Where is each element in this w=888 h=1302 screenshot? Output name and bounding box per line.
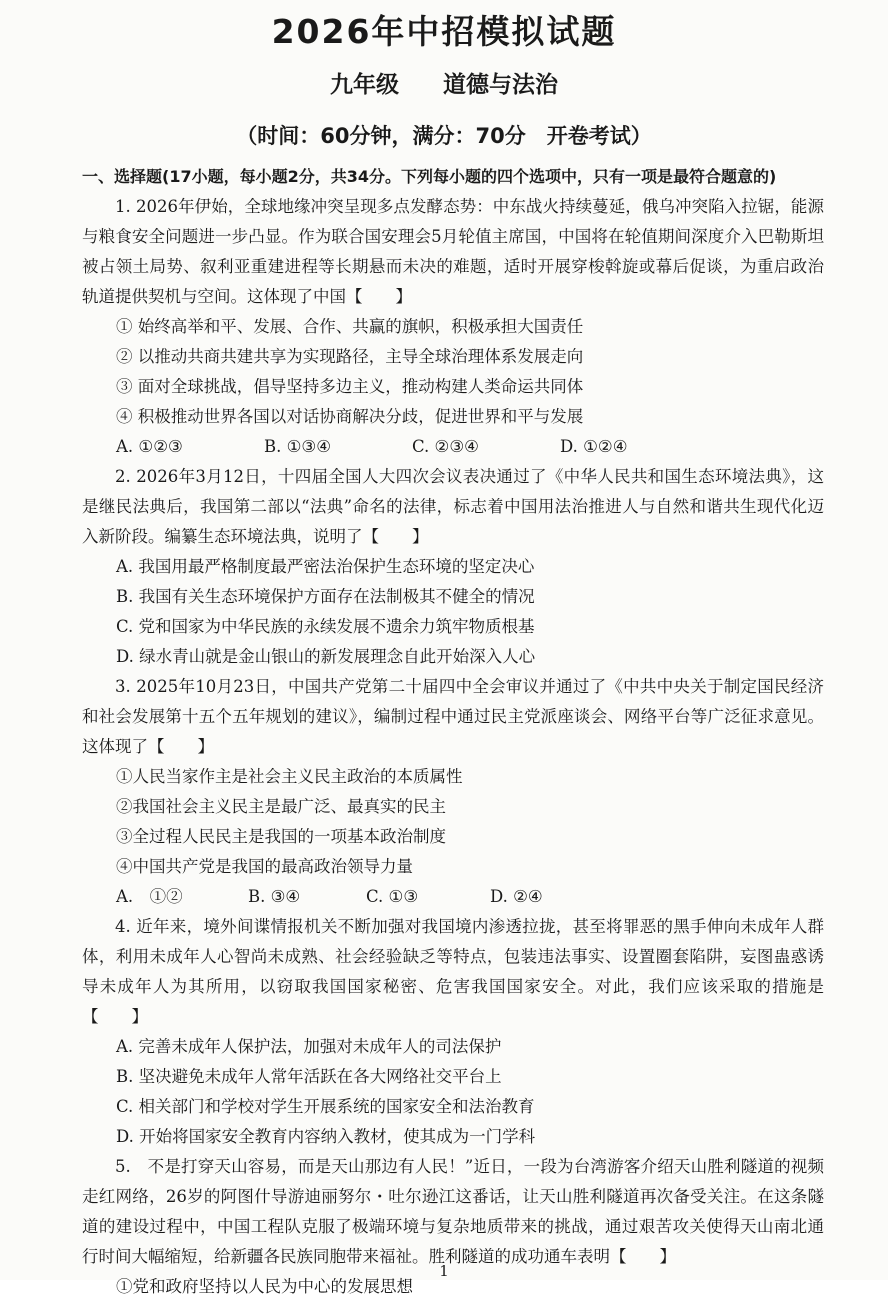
exam-title: 2026年中招模拟试题 (271, 12, 617, 51)
section-heading: 一、选择题(17小题，每小题2分，共34分。下列每小题的四个选项中，只有一项是最符合题意的) (82, 167, 777, 186)
exam-meta: （时间：60分钟，满分：70分 开卷考试） (236, 124, 652, 148)
grade-label: 九年级 (330, 72, 399, 98)
question-3-choice-a: A. ①② (116, 887, 183, 906)
question-1-item-1: ① 始终高举和平、发展、合作、共赢的旗帜，积极承担大国责任 (116, 317, 584, 336)
question-5-item-1: ①党和政府坚持以人民为中心的发展思想 (116, 1277, 413, 1296)
question-3-item-2: ②我国社会主义民主是最广泛、最真实的民主 (116, 797, 446, 816)
exam-body (82, 164, 824, 1302)
subject-label: 道德与法治 (443, 72, 558, 98)
question-3-choice-d: D. ②④ (490, 887, 543, 906)
question-3-choices (82, 882, 824, 912)
question-1-item-2: ② 以推动共商共建共享为实现路径，主导全球治理体系发展走向 (116, 347, 584, 366)
question-2-stem: 2. 2026年3月12日，十四届全国人大四次会议表决通过了《中华人民共和国生态环境法典》，这是继民法典后，我国第二部以“法典”命名的法律，标志着中国用法治推进人与自然和谐共生现代化迈入新阶段。编纂生态环境法典，说明了【 】 (82, 467, 824, 546)
question-4-item-c: C. 相关部门和学校对学生开展系统的国家安全和法治教育 (116, 1097, 535, 1116)
question-3-item-4: ④中国共产党是我国的最高政治领导力量 (116, 857, 413, 876)
question-2-item-d: D. 绿水青山就是金山银山的新发展理念自此开始深入人心 (116, 647, 536, 666)
question-4-item-d: D. 开始将国家安全教育内容纳入教材，使其成为一门学科 (116, 1127, 536, 1146)
question-4-item-b: B. 坚决避免未成年人常年活跃在各大网络社交平台上 (116, 1067, 502, 1086)
question-3-item-3: ③全过程人民民主是我国的一项基本政治制度 (116, 827, 446, 846)
page-number: 1 (439, 1262, 449, 1280)
exam-subtitle (0, 68, 888, 102)
question-1-choice-d: D. ①②④ (560, 437, 628, 456)
question-3-item-1: ①人民当家作主是社会主义民主政治的本质属性 (116, 767, 463, 786)
question-1-choice-b: B. ①③④ (264, 437, 331, 456)
question-3-choice-b: B. ③④ (248, 887, 301, 906)
question-1-choice-c: C. ②③④ (412, 437, 479, 456)
question-1-stem: 1. 2026年伊始，全球地缘冲突呈现多点发酵态势：中东战火持续蔓延，俄乌冲突陷入拉锯，能源与粮食安全问题进一步凸显。作为联合国安理会5月轮值主席国，中国将在轮值期间深度介入巴勒斯坦被占领土局势、叙利亚重建进程等长期悬而未决的难题，适时开展穿梭斡旋或幕后促谈，为重启政治轨道提供契机与空间。这体现了中国【 】 (82, 197, 824, 306)
question-2-item-b: B. 我国有关生态环境保护方面存在法制极其不健全的情况 (116, 587, 535, 606)
question-1-item-4: ④ 积极推动世界各国以对话协商解决分歧，促进世界和平与发展 (116, 407, 584, 426)
question-5-stem: 5. 不是打穿天山容易，而是天山那边有人民！”近日，一段为台湾游客介绍天山胜利隧道的视频走红网络，26岁的阿图什导游迪丽努尔・吐尔逊江这番话，让天山胜利隧道再次备受关注。在这条隧道的建设过程中，中国工程队克服了极端环境与复杂地质带来的挑战，通过艰苦攻关使得天山南北通行时间大幅缩短，给新疆各民族同胞带来福祉。胜利隧道的成功通车表明【 】 (82, 1157, 824, 1266)
question-4-item-a: A. 完善未成年人保护法，加强对未成年人的司法保护 (116, 1037, 502, 1056)
question-1-item-3: ③ 面对全球挑战，倡导坚持多边主义，推动构建人类命运共同体 (116, 377, 584, 396)
question-1-choices (82, 432, 824, 462)
question-4-stem: 4. 近年来，境外间谍情报机关不断加强对我国境内渗透拉拢，甚至将罪恶的黑手伸向未成年人群体，利用未成年人心智尚未成熟、社会经验缺乏等特点，包装违法事实、设置圈套陷阱，妄图蛊惑诱导未成年人为其所用，以窃取我国国家秘密、危害我国国家安全。对此，我们应该采取的措施是【 】 (82, 917, 824, 1026)
question-3-stem: 3. 2025年10月23日，中国共产党第二十届四中全会审议并通过了《中共中央关于制定国民经济和社会发展第十五个五年规划的建议》，编制过程中通过民主党派座谈会、网络平台等广泛征求意见。这体现了【 】 (82, 677, 824, 756)
question-1-choice-a: A. ①②③ (116, 437, 183, 456)
question-3-choice-c: C. ①③ (366, 887, 419, 906)
question-2-item-c: C. 党和国家为中华民族的永续发展不遗余力筑牢物质根基 (116, 617, 535, 636)
question-2-item-a: A. 我国用最严格制度最严密法治保护生态环境的坚定决心 (116, 557, 535, 576)
